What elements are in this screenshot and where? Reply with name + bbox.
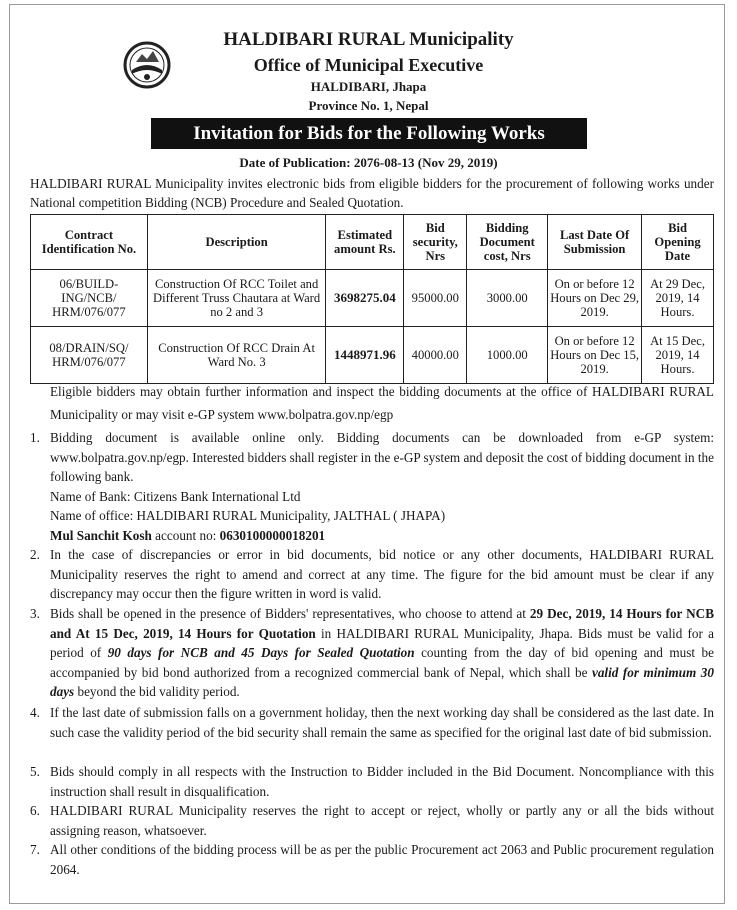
estimated-amount-cell: 3698275.04	[326, 270, 404, 327]
province: Province No. 1, Nepal	[308, 98, 429, 113]
table-row	[31, 270, 714, 327]
item-3-opening-times: 29 Dec, 2019, 14 Hours for NCB and At 15 Dec, 2019, 14 Hours for Quotation	[50, 606, 714, 641]
item-3-text	[50, 604, 714, 702]
item-2-text: In the case of discrepancies or error in bid documents, bid notice or any other documents, HALDIBARI RURAL Municipality reserves the right to amend and correct at any time. The figure for the bid amount must be clear if any discrepancy may occur then the figure written in word is valid.	[50, 547, 714, 602]
column-header: Contract Identification No.	[31, 215, 148, 270]
submission-date-cell: On or before 12 Hours on Dec 29, 2019.	[548, 270, 642, 327]
description-cell: Construction Of RCC Drain At Ward No. 3	[147, 327, 326, 384]
item-3-part: beyond the bid validity period.	[74, 684, 240, 700]
item-5-text: Bids should comply in all respects with the Instruction to Bidder included in the Bid Document. Noncompliance with this instruction shall result in disqualification.	[50, 764, 714, 799]
eligible-bidders-note: Eligible bidders may obtain further information and inspect the bidding documents at the office of HALDIBARI RURAL Municipality or may visit e-GP system www.bolpatra.gov.np/egp	[50, 384, 714, 422]
account-mid: account no:	[151, 527, 220, 543]
opening-date-cell: At 29 Dec, 2019, 14 Hours.	[642, 270, 714, 327]
account-number: 0630100000018201	[219, 527, 326, 543]
column-header: Description	[147, 215, 326, 270]
notice-banner-title: Invitation for Bids for the Following Works	[151, 118, 587, 149]
document-cost-cell: 3000.00	[467, 270, 548, 327]
submission-date-cell: On or before 12 Hours on Dec 15, 2019.	[548, 327, 642, 384]
item-1-text	[50, 428, 714, 546]
estimated-amount-cell: 1448971.96	[326, 327, 404, 384]
account-label: Mul Sanchit Kosh	[50, 527, 152, 543]
municipality-name: HALDIBARI RURAL Municipality	[223, 29, 514, 50]
column-header: Estimated amount Rs.	[326, 215, 404, 270]
bid-security-cell: 40000.00	[404, 327, 467, 384]
publication-date: Date of Publication: 2076-08-13 (Nov 29, 2019)	[239, 155, 498, 170]
description-cell: Construction Of RCC Toilet and Different Truss Chautara at Ward no 2 and 3	[147, 270, 326, 327]
item-number: 7.	[30, 842, 40, 857]
bid-security-cell: 95000.00	[404, 270, 467, 327]
column-header: Bid security, Nrs	[404, 215, 467, 270]
item-3-validity-period: 90 days for NCB and 45 Days for Sealed Quotation	[107, 645, 415, 661]
column-header: Last Date Of Submission	[548, 215, 642, 270]
item-4-text: If the last date of submission falls on a government holiday, then the next working day shall be considered as the last date. In such case the validity period of the bid security shall remain the same as specified for the original last date of bid submission.	[50, 705, 714, 740]
item-number: 5.	[30, 764, 40, 779]
item-1-body: Bidding document is available online only. Bidding documents can be downloaded from e-GP system: www.bolpatra.gov.np/egp. Interested bidders shall register in the e-GP system and deposit the cost of bidding document in the following bank.	[50, 430, 714, 485]
item-7-text: All other conditions of the bidding process will be as per the public Procurement act 2063 and Public procurement regulation 2064.	[50, 842, 714, 877]
account-line	[50, 526, 714, 546]
bids-table	[30, 214, 714, 384]
item-number: 3.	[30, 606, 40, 621]
item-3-part: Bids shall be opened in the presence of Bidders' representatives, who choose to attend at	[50, 606, 530, 621]
contract-id-cell: 06/BUILD-ING/NCB/ HRM/076/077	[31, 270, 148, 327]
office-name: Office of Municipal Executive	[253, 55, 484, 75]
bank-office: Name of office: HALDIBARI RURAL Municipality, JALTHAL ( JHAPA)	[50, 508, 446, 524]
table-header-row	[31, 215, 714, 270]
intro-paragraph: HALDIBARI RURAL Municipality invites electronic bids from eligible bidders for the procurement of following works under National competition Bidding (NCB) Procedure and Sealed Quotation.	[30, 176, 714, 210]
column-header: Bidding Document cost, Nrs	[467, 215, 548, 270]
item-number: 6.	[30, 803, 40, 818]
item-number: 1.	[30, 430, 40, 445]
item-3-part: in HALDIBARI RURAL Municipality, Jhapa. Bids must be valid for a period of	[50, 625, 714, 661]
office-address: HALDIBARI, Jhapa	[310, 79, 427, 94]
item-number: 2.	[30, 547, 40, 562]
table-row	[31, 327, 714, 384]
opening-date-cell: At 15 Dec, 2019, 14 Hours.	[642, 327, 714, 384]
item-number: 4.	[30, 705, 40, 720]
item-3-bond-validity: valid for minimum 30 days	[50, 664, 714, 700]
item-6-text: HALDIBARI RURAL Municipality reserves the right to accept or reject, wholly or partly any or all the bids without assigning reason, whatsoever.	[50, 803, 714, 838]
document-cost-cell: 1000.00	[467, 327, 548, 384]
bank-name: Name of Bank: Citizens Bank International Ltd	[50, 488, 301, 504]
item-3-part: counting from the day of bid opening and must be accompanied by bid bond authorized from a recognized commercial bank of Nepal, which shall be	[50, 645, 714, 680]
contract-id-cell: 08/DRAIN/SQ/ HRM/076/077	[31, 327, 148, 384]
column-header: Bid Opening Date	[642, 215, 714, 270]
